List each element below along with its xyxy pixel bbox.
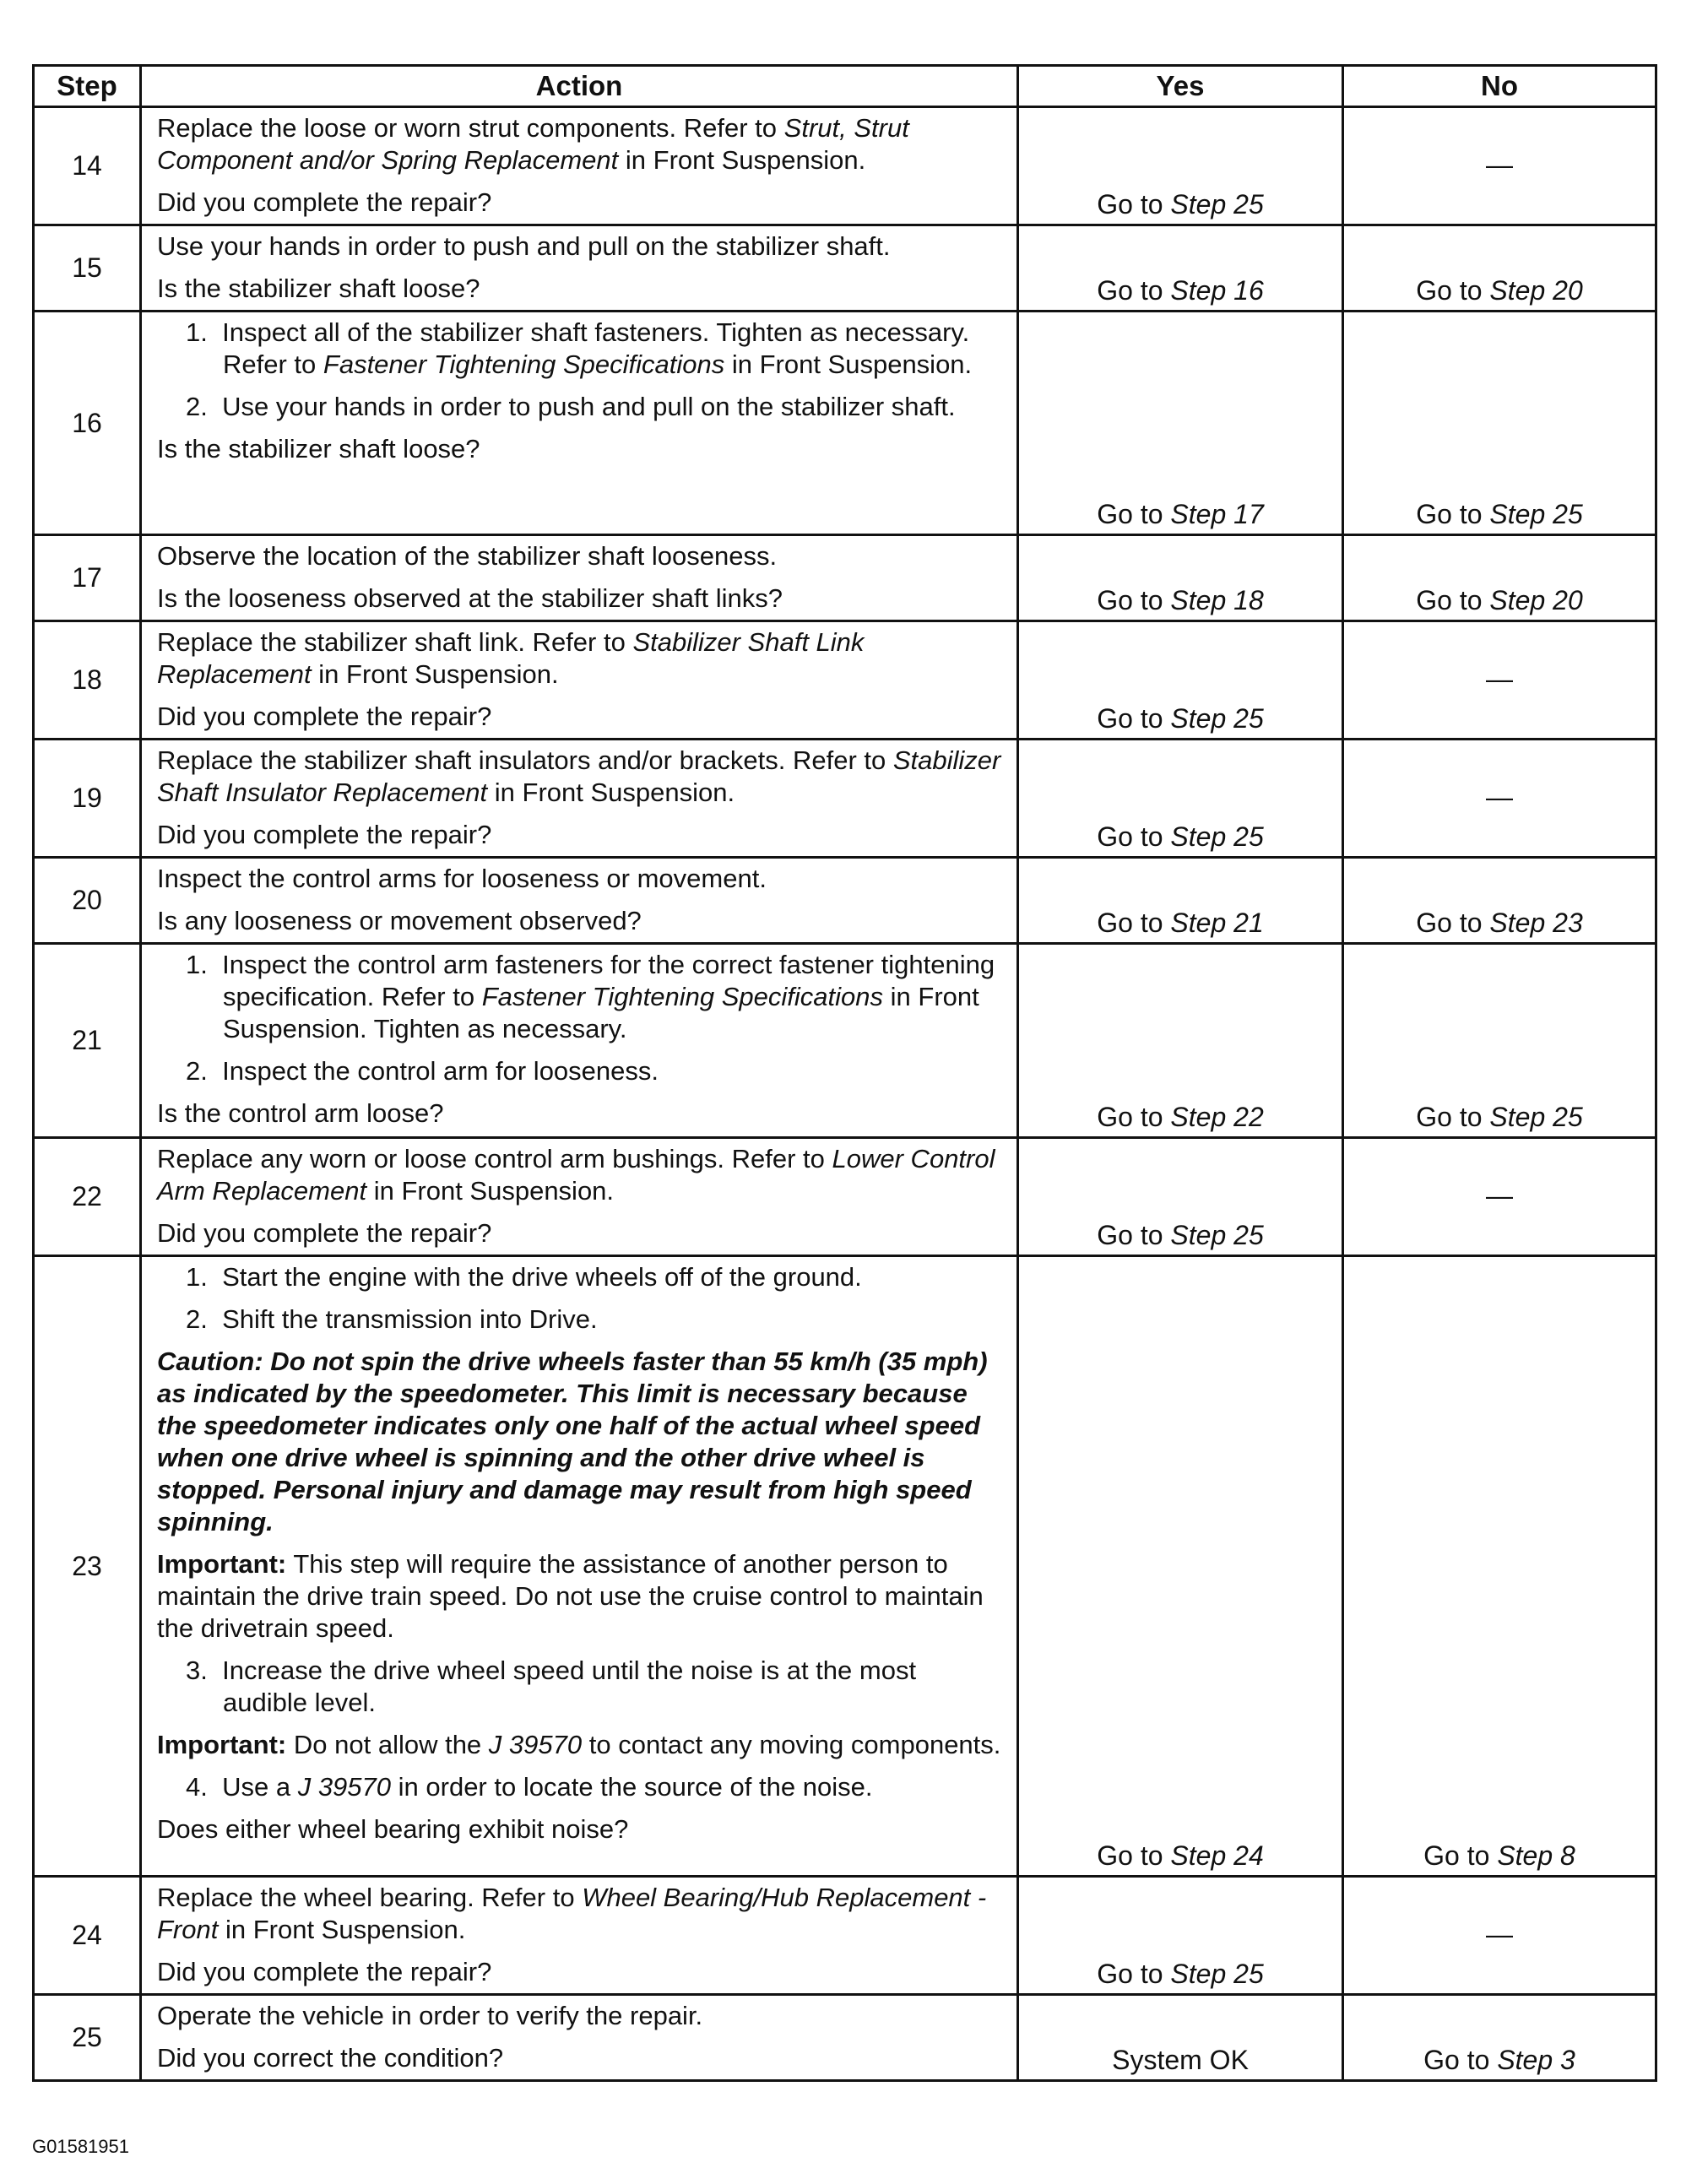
action-cell [141, 1995, 1018, 2081]
text-run: Replace the stabilizer shaft link. Refer to [157, 627, 633, 657]
text-run: Go to [1416, 585, 1490, 615]
list-number: 1. [186, 317, 208, 347]
reference-text: Step 25 [1489, 1102, 1583, 1132]
yes-result [1018, 621, 1343, 740]
action-paragraph [157, 1729, 1001, 1761]
text-run: in Front Suspension. Tighten as necessary. [223, 982, 979, 1043]
table-header-row [34, 66, 1656, 107]
list-number: 3. [186, 1656, 208, 1685]
action-cell [141, 740, 1018, 858]
important-label: Important: [157, 1549, 287, 1579]
step-number: 15 [34, 225, 141, 312]
no-result [1343, 621, 1656, 740]
text-run: Is the control arm loose? [157, 1098, 444, 1128]
header-action: Action [141, 66, 1018, 107]
action-paragraph [157, 905, 1001, 937]
caution-note [157, 1346, 1001, 1538]
text-run: Inspect the control arm for looseness. [222, 1056, 659, 1086]
text-run: Go to [1416, 1102, 1490, 1132]
step-number: 20 [34, 858, 141, 944]
reference-text: Step 8 [1497, 1840, 1575, 1871]
no-result [1343, 1138, 1656, 1256]
reference-text: J 39570 [488, 1730, 583, 1759]
table-row [34, 225, 1656, 312]
text-run: Start the engine with the drive wheels off of the ground. [222, 1262, 862, 1292]
step-number: 19 [34, 740, 141, 858]
text-run: Is any looseness or movement observed? [157, 906, 642, 935]
action-paragraph [157, 1548, 1001, 1645]
list-number: 2. [186, 1056, 208, 1086]
reference-text: Step 3 [1497, 2045, 1575, 2075]
table-row [34, 312, 1656, 535]
text-run: Go to [1097, 275, 1171, 306]
text-run: Go to [1097, 1102, 1171, 1132]
action-paragraph [157, 1956, 1001, 1988]
list-number: 1. [186, 1262, 208, 1292]
reference-text: Step 24 [1170, 1840, 1264, 1871]
text-run: Do not allow the [286, 1730, 489, 1759]
text-run: Go to [1416, 908, 1490, 938]
text-run: Did you complete the repair? [157, 1957, 492, 1986]
action-cell [141, 225, 1018, 312]
no-result [1343, 312, 1656, 535]
header-no: No [1343, 66, 1656, 107]
text-run: in order to locate the source of the noise. [391, 1772, 873, 1802]
no-result [1343, 944, 1656, 1138]
action-paragraph [157, 2000, 1001, 2032]
yes-result [1018, 107, 1343, 225]
table-row [34, 740, 1656, 858]
action-paragraph [157, 2042, 1001, 2074]
text-run: Does either wheel bearing exhibit noise? [157, 1814, 629, 1844]
no-result [1343, 858, 1656, 944]
not-applicable-dash: — [1486, 1918, 1513, 1949]
yes-result [1018, 1256, 1343, 1877]
no-result [1343, 1995, 1656, 2081]
action-paragraph [157, 1217, 1001, 1249]
reference-text: Step 25 [1170, 189, 1264, 219]
figure-id: G01581951 [32, 2136, 129, 2157]
reference-text: Step 17 [1170, 499, 1264, 529]
text-run: in Front Suspension. [311, 659, 559, 689]
text-run: Go to [1416, 275, 1490, 306]
text-run: Operate the vehicle in order to verify the repair. [157, 2001, 703, 2030]
action-list-item [157, 1771, 1001, 1803]
table-row [34, 858, 1656, 944]
action-paragraph [157, 273, 1001, 305]
text-run: Did you complete the repair? [157, 702, 492, 731]
action-paragraph [157, 1143, 1001, 1207]
action-list-item [157, 949, 1001, 1045]
table-row [34, 107, 1656, 225]
important-label: Important: [157, 1730, 287, 1759]
text-run: Is the looseness observed at the stabilizer shaft links? [157, 583, 783, 613]
yes-result [1018, 312, 1343, 535]
header-yes: Yes [1018, 66, 1343, 107]
text-run: Go to [1097, 499, 1171, 529]
list-number: 2. [186, 392, 208, 421]
step-number: 16 [34, 312, 141, 535]
text-run: Go to [1097, 585, 1171, 615]
step-number: 18 [34, 621, 141, 740]
action-paragraph [157, 112, 1001, 176]
yes-result [1018, 1138, 1343, 1256]
action-list-item [157, 1655, 1001, 1719]
text-run: Observe the location of the stabilizer shaft looseness. [157, 541, 778, 571]
action-paragraph [157, 230, 1001, 263]
table-row [34, 535, 1656, 621]
text-run: Use your hands in order to push and pull on the stabilizer shaft. [157, 231, 891, 261]
step-number: 14 [34, 107, 141, 225]
text-run: Go to [1097, 1220, 1171, 1250]
reference-text: Stabilizer Shaft Link Replacement [157, 627, 865, 689]
text-run: Replace the wheel bearing. Refer to [157, 1883, 583, 1912]
action-paragraph [157, 819, 1001, 851]
reference-text: Step 20 [1489, 585, 1583, 615]
reference-text: Wheel Bearing/Hub Replacement - Front [157, 1883, 987, 1944]
text-run: Did you correct the condition? [157, 2043, 504, 2073]
text-run: Use your hands in order to push and pull on the stabilizer shaft. [222, 392, 956, 421]
text-run: Did you complete the repair? [157, 187, 492, 217]
table-row [34, 1138, 1656, 1256]
step-number: 21 [34, 944, 141, 1138]
action-list-item [157, 1261, 1001, 1293]
table-row [34, 1256, 1656, 1877]
text-run: Use a [222, 1772, 298, 1802]
reference-text: Step 25 [1489, 499, 1583, 529]
text-run: System OK [1112, 2045, 1249, 2075]
text-run: Shift the transmission into Drive. [222, 1304, 598, 1334]
step-number: 24 [34, 1877, 141, 1995]
text-run: Go to [1097, 908, 1171, 938]
step-number: 17 [34, 535, 141, 621]
text-run: Is the stabilizer shaft loose? [157, 434, 480, 463]
action-paragraph [157, 1882, 1001, 1946]
action-list-item [157, 317, 1001, 381]
action-paragraph [157, 745, 1001, 809]
action-paragraph [157, 540, 1001, 572]
no-result [1343, 107, 1656, 225]
action-cell [141, 621, 1018, 740]
text-run: Go to [1416, 499, 1490, 529]
reference-text: J 39570 [297, 1772, 392, 1802]
text-run: Inspect the control arm fasteners for the correct fastener tightening specification. Refer to [222, 950, 995, 1011]
reference-text: Step 20 [1489, 275, 1583, 306]
list-number: 1. [186, 950, 208, 979]
yes-result [1018, 740, 1343, 858]
reference-text: Step 25 [1170, 821, 1264, 852]
action-paragraph [157, 626, 1001, 691]
not-applicable-dash: — [1486, 781, 1513, 812]
text-run: This step will require the assistance of another person to maintain the drive train speed. Do not use the cruise control to maintain the drivetrain speed. [157, 1549, 984, 1643]
text-run: Go to [1097, 189, 1171, 219]
text-run: Go to [1097, 1840, 1171, 1871]
yes-result [1018, 1877, 1343, 1995]
not-applicable-dash: — [1486, 149, 1513, 180]
action-list-item [157, 1055, 1001, 1087]
reference-text: Step 23 [1489, 908, 1583, 938]
yes-result [1018, 225, 1343, 312]
text-run: Is the stabilizer shaft loose? [157, 274, 480, 303]
action-cell [141, 1256, 1018, 1877]
reference-text: Fastener Tightening Specifications [323, 350, 725, 379]
not-applicable-dash: — [1486, 663, 1513, 694]
step-number: 25 [34, 1995, 141, 2081]
text-run: Replace any worn or loose control arm bushings. Refer to [157, 1144, 832, 1173]
text-run: Inspect all of the stabilizer shaft fasteners. Tighten as necessary. Refer to [222, 317, 970, 379]
no-result [1343, 535, 1656, 621]
yes-result [1018, 535, 1343, 621]
reference-text: Step 25 [1170, 703, 1264, 734]
step-number: 23 [34, 1256, 141, 1877]
action-paragraph [157, 433, 1001, 465]
list-number: 2. [186, 1304, 208, 1334]
action-cell [141, 1138, 1018, 1256]
table-row [34, 1877, 1656, 1995]
text-run: in Front Suspension. [366, 1176, 615, 1206]
action-cell [141, 107, 1018, 225]
text-run: Did you complete the repair? [157, 820, 492, 849]
action-cell [141, 312, 1018, 535]
text-run: in Front Suspension. [724, 350, 973, 379]
action-paragraph [157, 1097, 1001, 1130]
reference-text: Step 18 [1170, 585, 1264, 615]
action-list-item [157, 391, 1001, 423]
diagnostic-table [32, 64, 1657, 2082]
text-run: in Front Suspension. [618, 145, 866, 175]
action-paragraph [157, 583, 1001, 615]
text-run: Did you complete the repair? [157, 1218, 492, 1248]
text-run: Go to [1423, 2045, 1498, 2075]
list-number: 4. [186, 1772, 208, 1802]
text-run: Go to [1097, 821, 1171, 852]
reference-text: Strut, Strut Component and/or Spring Replacement [157, 113, 909, 175]
reference-text: Lower Control Arm Replacement [157, 1144, 995, 1206]
text-run: Go to [1097, 1959, 1171, 1989]
action-paragraph [157, 187, 1001, 219]
action-cell [141, 535, 1018, 621]
no-result [1343, 225, 1656, 312]
table-body [34, 107, 1656, 2081]
text-run: in Front Suspension. [218, 1915, 466, 1944]
no-result [1343, 1877, 1656, 1995]
action-cell [141, 1877, 1018, 1995]
reference-text: Stabilizer Shaft Insulator Replacement [157, 745, 1001, 807]
text-run: Replace the loose or worn strut components. Refer to [157, 113, 784, 143]
table-row [34, 944, 1656, 1138]
text-run: Caution: Do not spin the drive wheels faster than 55 km/h (35 mph) as indicated by the speedometer. This limit is necessary because the speedometer indicates only one half of the actual wheel speed when one drive wheel is spinning and the other drive wheel is stopped. Personal injury and damage may result from high speed spinning. [157, 1347, 988, 1536]
reference-text: Step 22 [1170, 1102, 1264, 1132]
action-paragraph [157, 863, 1001, 895]
reference-text: Step 25 [1170, 1220, 1264, 1250]
action-list-item [157, 1303, 1001, 1336]
table-row [34, 1995, 1656, 2081]
text-run: Go to [1423, 1840, 1498, 1871]
action-paragraph [157, 1813, 1001, 1845]
text-run: Inspect the control arms for looseness or movement. [157, 864, 767, 893]
reference-text: Fastener Tightening Specifications [481, 982, 884, 1011]
yes-result [1018, 944, 1343, 1138]
reference-text: Step 21 [1170, 908, 1264, 938]
no-result [1343, 740, 1656, 858]
not-applicable-dash: — [1486, 1179, 1513, 1211]
action-paragraph [157, 701, 1001, 733]
reference-text: Step 25 [1170, 1959, 1264, 1989]
table-row [34, 621, 1656, 740]
yes-result [1018, 1995, 1343, 2081]
text-run: Replace the stabilizer shaft insulators and/or brackets. Refer to [157, 745, 893, 775]
no-result [1343, 1256, 1656, 1877]
header-step: Step [34, 66, 141, 107]
action-cell [141, 944, 1018, 1138]
reference-text: Step 16 [1170, 275, 1264, 306]
action-cell [141, 858, 1018, 944]
text-run: Go to [1097, 703, 1171, 734]
step-number: 22 [34, 1138, 141, 1256]
text-run: Increase the drive wheel speed until the noise is at the most audible level. [222, 1656, 917, 1717]
text-run: to contact any moving components. [582, 1730, 1001, 1759]
text-run: in Front Suspension. [487, 778, 735, 807]
yes-result [1018, 858, 1343, 944]
